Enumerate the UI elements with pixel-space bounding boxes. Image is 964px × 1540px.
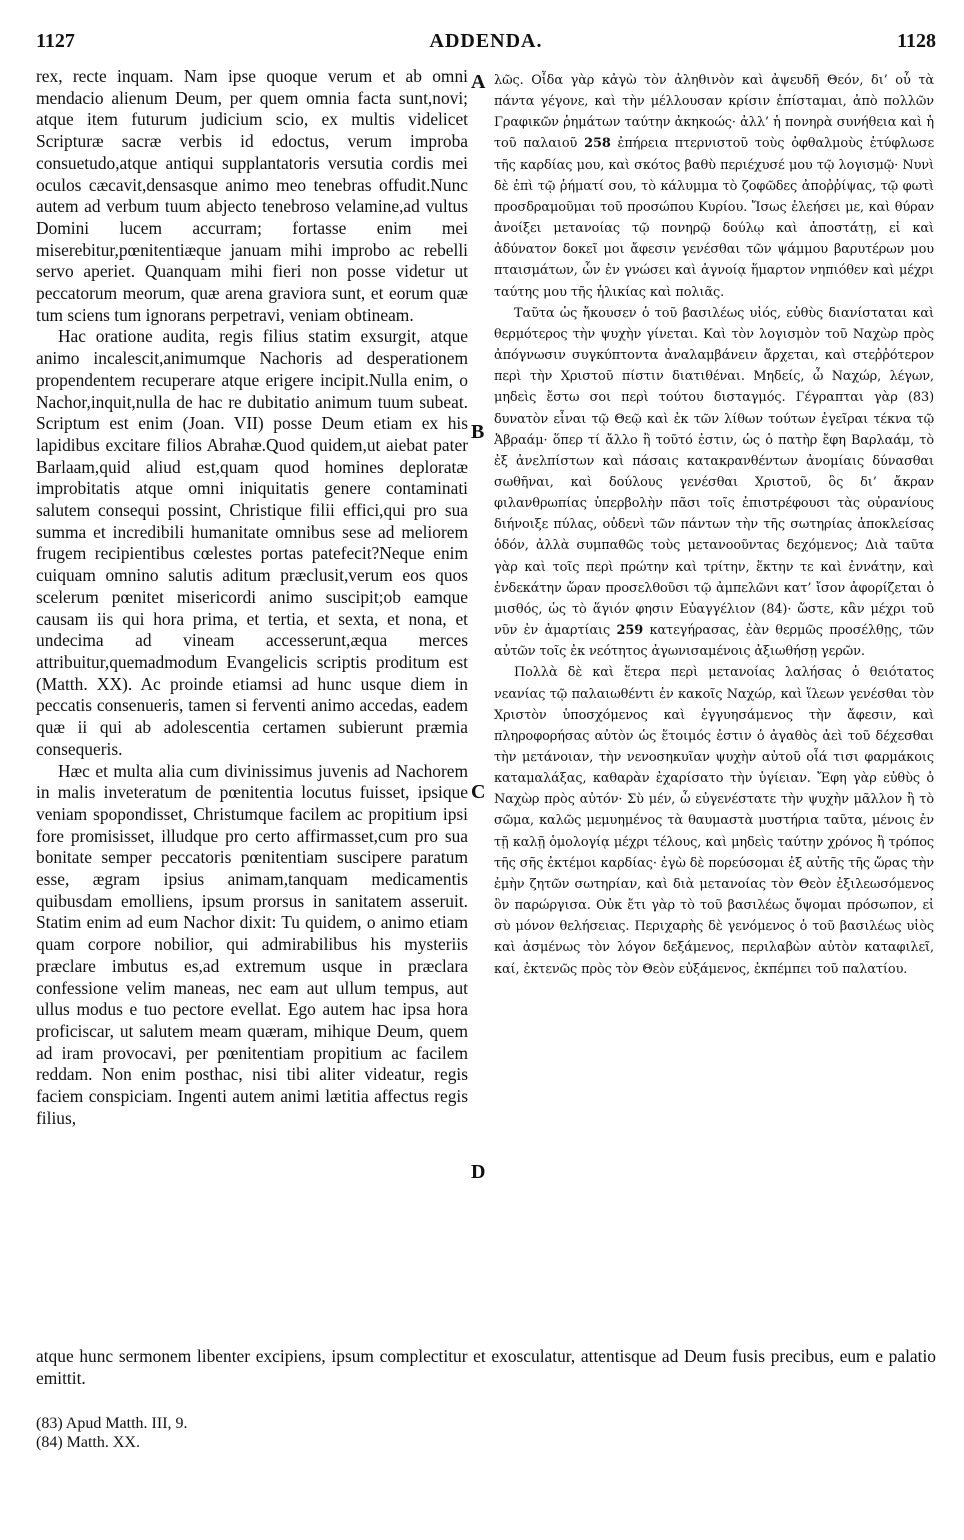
page-number-left: 1127 xyxy=(36,30,75,52)
footnote: (83) Apud Matth. III, 9. xyxy=(36,1415,188,1432)
latin-paragraph: Hæc et multa alia cum divinissimus juvenis ad Nachorem in malis inveteratum de pœnitentia locutus fuisset, ipsique veniam spopondisset, Christumque facilem ac propitium ipsi fore promisisset, illudque pro certo affirmasset,cum pro sua bonitate semper peccatoris pœnitentiam suscipere paratum esse, ægram ipsius animam,tanquam medicamentis quibusdam emolliens, ipsum prorsus in sanitatem asseruit. Statim enim ad eum Nachor dixit: Tu quidem, o animo etiam quam corpore nobilior, qui admirabilibus his mysteriis præclare imbutus es,ad extremum usque in præclara confessione velim maneas, nec eam aut ullum tempus, aut ullus modus e tuo pectore evellat. Ego autem hac ipsa hora proficiscar, ut salutem meam quæram, mihique Deum, quem ad iram provocavi, per pœnitentiam propitium ac facilem reddam. Non enim posthac, nisi tibi aliter videatur, regis faciem conspiciam. Ingenti autem animi lætitia affectus regis filius, xyxy=(36,760,468,1128)
footnote: (84) Matth. XX. xyxy=(36,1434,140,1451)
full-width-text xyxy=(36,1346,936,1389)
greek-text: ἐπήρεια πτερνιστοῦ τοὺς ὀφθαλμοὺς ἐτύφλωσε τῆς καρδίας μου, καὶ σκότος βαθὺ περιέχυσέ μου τῷ λογισμῷ· Νυνὶ δὲ ἐπὶ τῷ ῥήματί σου, τὸ κάλυμμα τὸ ζοφῶδες ἀποῤῥίψας, τῷ φωτὶ προσδραμοῦμαι τοῦ προσώπου Κυρίου. Ἴσως ἐλεήσει με, καὶ θύραν ἀνοίξει μετανοίας τῷ πονηρῷ δούλῳ καὶ ἀποστάτῃ, εἰ καὶ ἀδύνατον δοκεῖ μοι ἄφεσιν γενέσθαι τῶν ψάμμου βαρυτέρων μου πταισμάτων, ὧν ἐν γνώσει καὶ ἀγνοίᾳ ἥμαρτον νηπιόθεν καὶ μέχρι ταύτης μου τῆς ἡλικίας καὶ πολιᾶς. xyxy=(494,136,935,300)
column-number-marker: 259 xyxy=(616,623,644,639)
margin-letter-c: C xyxy=(471,781,486,803)
latin-closing-text: atque hunc sermonem libenter excipiens, ipsum complectitur et exosculatur, attentisque ad Deum fusis precibus, eum e palatio emittit. xyxy=(36,1346,936,1388)
greek-paragraph xyxy=(494,303,934,663)
page-number-right: 1128 xyxy=(897,30,936,52)
greek-text: λῶς. Οἶδα γὰρ κἀγὼ τὸν ἀληθινὸν καὶ ἀψευδῆ Θεόν, δι’ οὗ τὰ πάντα γέγονε, καὶ τὴν μέλλουσαν κρίσιν ἐπίσταμαι, ἀπὸ πολλῶν Γραφικῶν ῥημάτων ταύτην ἀκηκοώς· ἀλλ’ ἡ πονηρὰ συνήθεια καὶ ἡ τοῦ παλαιοῦ xyxy=(494,73,934,152)
greek-paragraph xyxy=(494,70,934,303)
running-title: ADDENDA. xyxy=(429,30,543,52)
margin-letter-d: D xyxy=(471,1161,486,1183)
margin-letter-a: A xyxy=(471,71,486,93)
footnotes xyxy=(36,1414,436,1452)
greek-column xyxy=(494,70,934,980)
latin-paragraph: rex, recte inquam. Nam ipse quoque verum et ab omni mendacio alienum Deum, per quem omnia facta sunt,novi; atque item futurum judicium scio, ex multis videlicet Scripturæ sacræ verbis id edoctus, verum improba consuetudo,atque antiqui supplantatoris versutia cordis mei oculos cæcavit,densasque animo meo tenebras offudit.Nunc autem ad verbum tuum abjecto tenebroso velamine,ad vultus Domini lucem accurram; fortasse enim mei miserebitur,pœnitentiæque januam mihi improbo ac rebelli servo aperiet. Quanquam mihi fieri non posse videtur ut peccatorum meorum, quæ arena graviora sunt, et eorum quæ tum sciens tum ignorans perpetravi, veniam obtineam. xyxy=(36,66,468,325)
latin-column xyxy=(36,66,468,1129)
greek-paragraph: Πολλὰ δὲ καὶ ἕτερα περὶ μετανοίας λαλήσας ὁ θειότατος νεανίας τῷ παλαιωθέντι ἐν κακοῖς Ναχώρ, καὶ ἵλεων γενέσθαι τὸν Χριστὸν ὑποσχόμενος καὶ ἐγγυησάμενος τὴν ἄφεσιν, καὶ πληροφορήσας αὐτὸν ὡς ἕτοιμός ἐστιν ὁ ἀγαθὸς ἀεὶ τοῦ δέχεσθαι τὴν μετάνοιαν, τὴν νενοσηκυῖαν ψυχὴν αὐτοῦ οἷά τισι φαρμάκοις καταμαλάξας, καθαρὰν ἐχαρίσατο τὴν ὑγίειαν. Ἔφη γὰρ εὐθὺς ὁ Ναχὼρ πρὸς αὐτόν· Σὺ μέν, ὦ εὐγενέστατε τὴν ψυχὴν μᾶλλον ἢ τὸ σῶμα, καλῶς μεμυημένος τὰ θαυμαστὰ μυστήρια ταῦτα, μένοις ἐν τῇ καλῇ ὁμολογίᾳ μέχρι τέλους, καὶ μηδεὶς ταύτην χρόνος ἢ τρόπος τῆς σῆς ἐκτέμοι καρδίας· ἐγὼ δὲ πορεύσομαι ἐξ αὐτῆς τῆς ὥρας τὴν ἐμὴν ζητῶν σωτηρίαν, καὶ διὰ μετανοίας τὸν Θεὸν ἐξιλεωσόμενος ὃν παρώργισα. Οὐκ ἔτι γὰρ τὸ τοῦ βασιλέως ὄψομαι πρόσωπον, εἰ σὺ μόνον θελήσειας. Περιχαρὴς δὲ γενόμενος ὁ τοῦ βασιλέως υἱὸς καὶ ἀσμένως τὸν λόγον δεξάμενος, περιλαβὼν αὐτὸν καταφιλεῖ, καί, ἐκτενῶς πρὸς τὸν Θεὸν εὐξάμενος, ἐκπέμπει τοῦ παλατίου. xyxy=(494,665,934,977)
page-header xyxy=(36,30,936,58)
greek-text: Ταῦτα ὡς ἤκουσεν ὁ τοῦ βασιλέως υἱός, εὐθὺς διανίσταται καὶ θερμότερος τὴν ψυχὴν γίνεται. Καὶ τὸν λογισμὸν τοῦ Ναχὼρ πρὸς ἀπόγνωσιν συγκύπτοντα ἀναλαμβάνειν ἄρχεται, καὶ στεῤῥότερον περὶ τὴν Χριστοῦ πίστιν διατιθέναι. Μηδείς, ὦ Ναχώρ, λέγων, μηδεὶς ἔστω σοι περὶ τούτου δισταγμός. Γέγραπται γὰρ (83) δυνατὸν εἶναι τῷ Θεῷ καὶ ἐκ τῶν λίθων τούτων ἐγεῖραι τέκνα τῷ Ἀβραάμ· ὅπερ τί ἄλλο ἢ τοῦτό ἐστιν, ὡς ὁ πατὴρ ἔφη Βαρλαάμ, τὸ ἐξ ἀνελπίστων καὶ πάσαις κατακρανθέντων ἀνομίαις δύνασθαι σωθῆναι, καὶ δούλους γενέσθαι Χριστοῦ, ὃς δι’ ἄκραν φιλανθρωπίας ὑπερβολὴν πᾶσι τοῖς ἐπιστρέφουσι τὰς οὐρανίους διήνοιξε πύλας, οὐδενὶ τῶν πάντων τὴν τῆς σωτηρίας ἀποκλείσας ὁδόν, ἀλλὰ συμπαθῶς τοὺς μετανοοῦντας δεχόμενος; Διὰ ταῦτα γὰρ καὶ τοῖς περὶ πρώτην καὶ τρίτην, ἕκτην τε καὶ ἐννάτην, καὶ ἑνδεκάτην ὥραν προσελθοῦσι τῷ ἀμπελῶνι κατ’ ἴσον ἀφορίζεται ὁ μισθός, ὡς τὸ ἅγιόν φησιν Εὐαγγέλιον (84)· ὥστε, κἂν μέχρι τοῦ νῦν ἐν ἁμαρτίαις xyxy=(494,305,934,639)
greek-text: κατεγήρασας, ἐὰν θερμῶς προσέλθῃς, τῶν αὐτῶν τοῖς ἐκ νεότητος ἀγωνισαμένοις ἀξιωθήσῃ γερῶν. xyxy=(494,623,935,660)
margin-letter-b: B xyxy=(471,421,485,443)
latin-paragraph: Hac oratione audita, regis filius statim exsurgit, atque animo incalescit,animumque Nachoris ad desperationem propendentem recuperare atque erigere incipit.Nulla enim, o Nachor,inquit,nulla de hac re dubitatio animum tuum subeat. Scriptum est enim (Joan. VII) posse Deum etiam ex his lapidibus excitare filios Abrahæ.Quod quidem,ut aiebat pater Barlaam,quid aliud est,quam quod homines deploratæ improbitatis atque omni iniquitatis genere contaminati salutem consequi possint, Christique filii effici,qui pro sua summa et incredibili humanitate omnibus sese ad meliorem frugem recipientibus cœlestes portas patefecit?Neque enim cuiquam omnino salutis aditum præclusit,verum eos quos scelerum pœnitet misericordi animo suscipit;ob eamque causam iis qui hora prima, et tertia, et sexta, et nona, et undecima ad vineam accesserunt,æqua merces attribuitur,quemadmodum Evangelicis scriptis proditum est (Matth. XX). Ac proinde etiamsi ad hunc usque diem in peccatis consenueris, tamen si ferventi animo accedas, eadem quæ ii qui ab adolescentia certamen subierunt præmia consequeris. xyxy=(36,326,468,759)
column-number-marker: 258 xyxy=(584,136,611,152)
